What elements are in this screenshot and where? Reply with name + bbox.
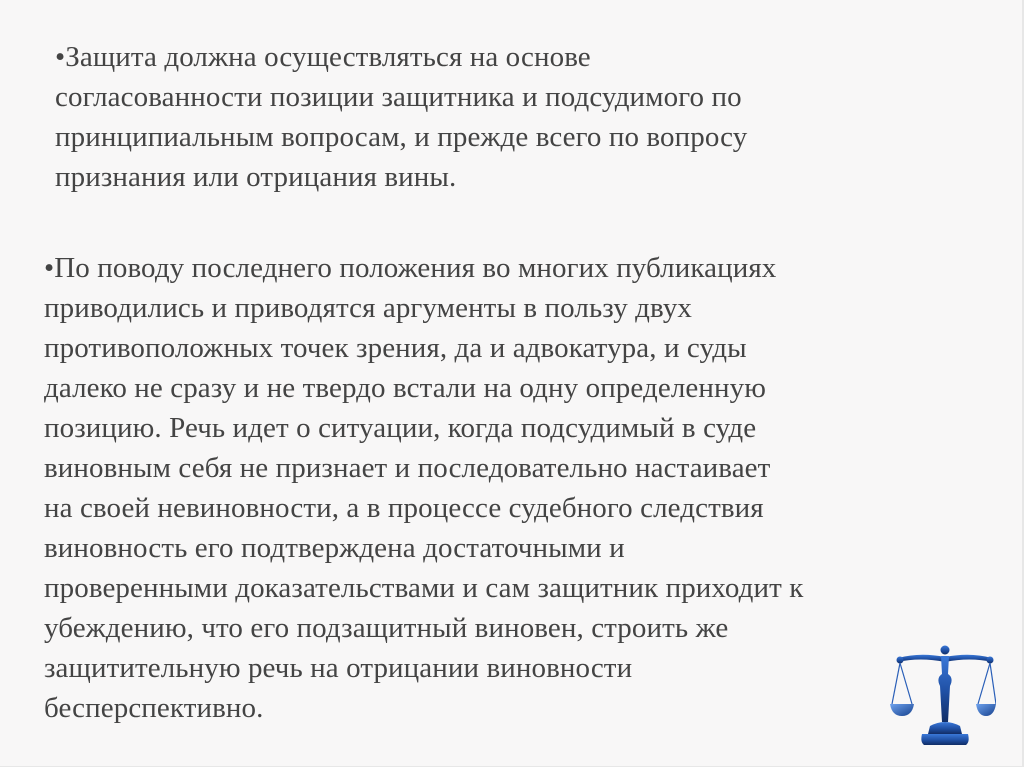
paragraph-line: виновным себя не признает и последовательно настаивает [44,452,771,484]
paragraph-last-provision [44,248,803,728]
paragraph-line: согласованности позиции защитника и подсудимого по [55,81,742,113]
paragraph-line: защитительную речь на отрицании виновности [44,652,633,684]
paragraph-line: бесперспективно. [44,692,264,724]
paragraph-line: приводились и приводятся аргументы в пользу двух [44,292,693,324]
scales-of-justice-icon [890,644,996,748]
paragraph-line: •Защита должна осуществляться на основе [55,41,591,73]
paragraph-line: позицию. Речь идет о ситуации, когда подсудимый в суде [44,412,757,444]
paragraph-line: признания или отрицания вины. [55,161,457,193]
paragraph-line: далеко не сразу и не твердо встали на одну определенную [44,372,766,404]
paragraph-line: убеждению, что его подзащитный виновен, строить же [44,612,729,644]
paragraph-line: •По поводу последнего положения во многих публикациях [44,252,777,284]
paragraph-line: проверенными доказательствами и сам защитник приходит к [44,572,804,604]
paragraph-defense-agreement [55,37,747,197]
paragraph-line: противоположных точек зрения, да и адвокатура, и суды [44,332,747,364]
paragraph-line: на своей невиновности, а в процессе судебного следствия [44,492,764,524]
paragraph-line: виновность его подтверждена достаточными и [44,532,625,564]
paragraph-line: принципиальным вопросам, и прежде всего по вопросу [55,121,748,153]
